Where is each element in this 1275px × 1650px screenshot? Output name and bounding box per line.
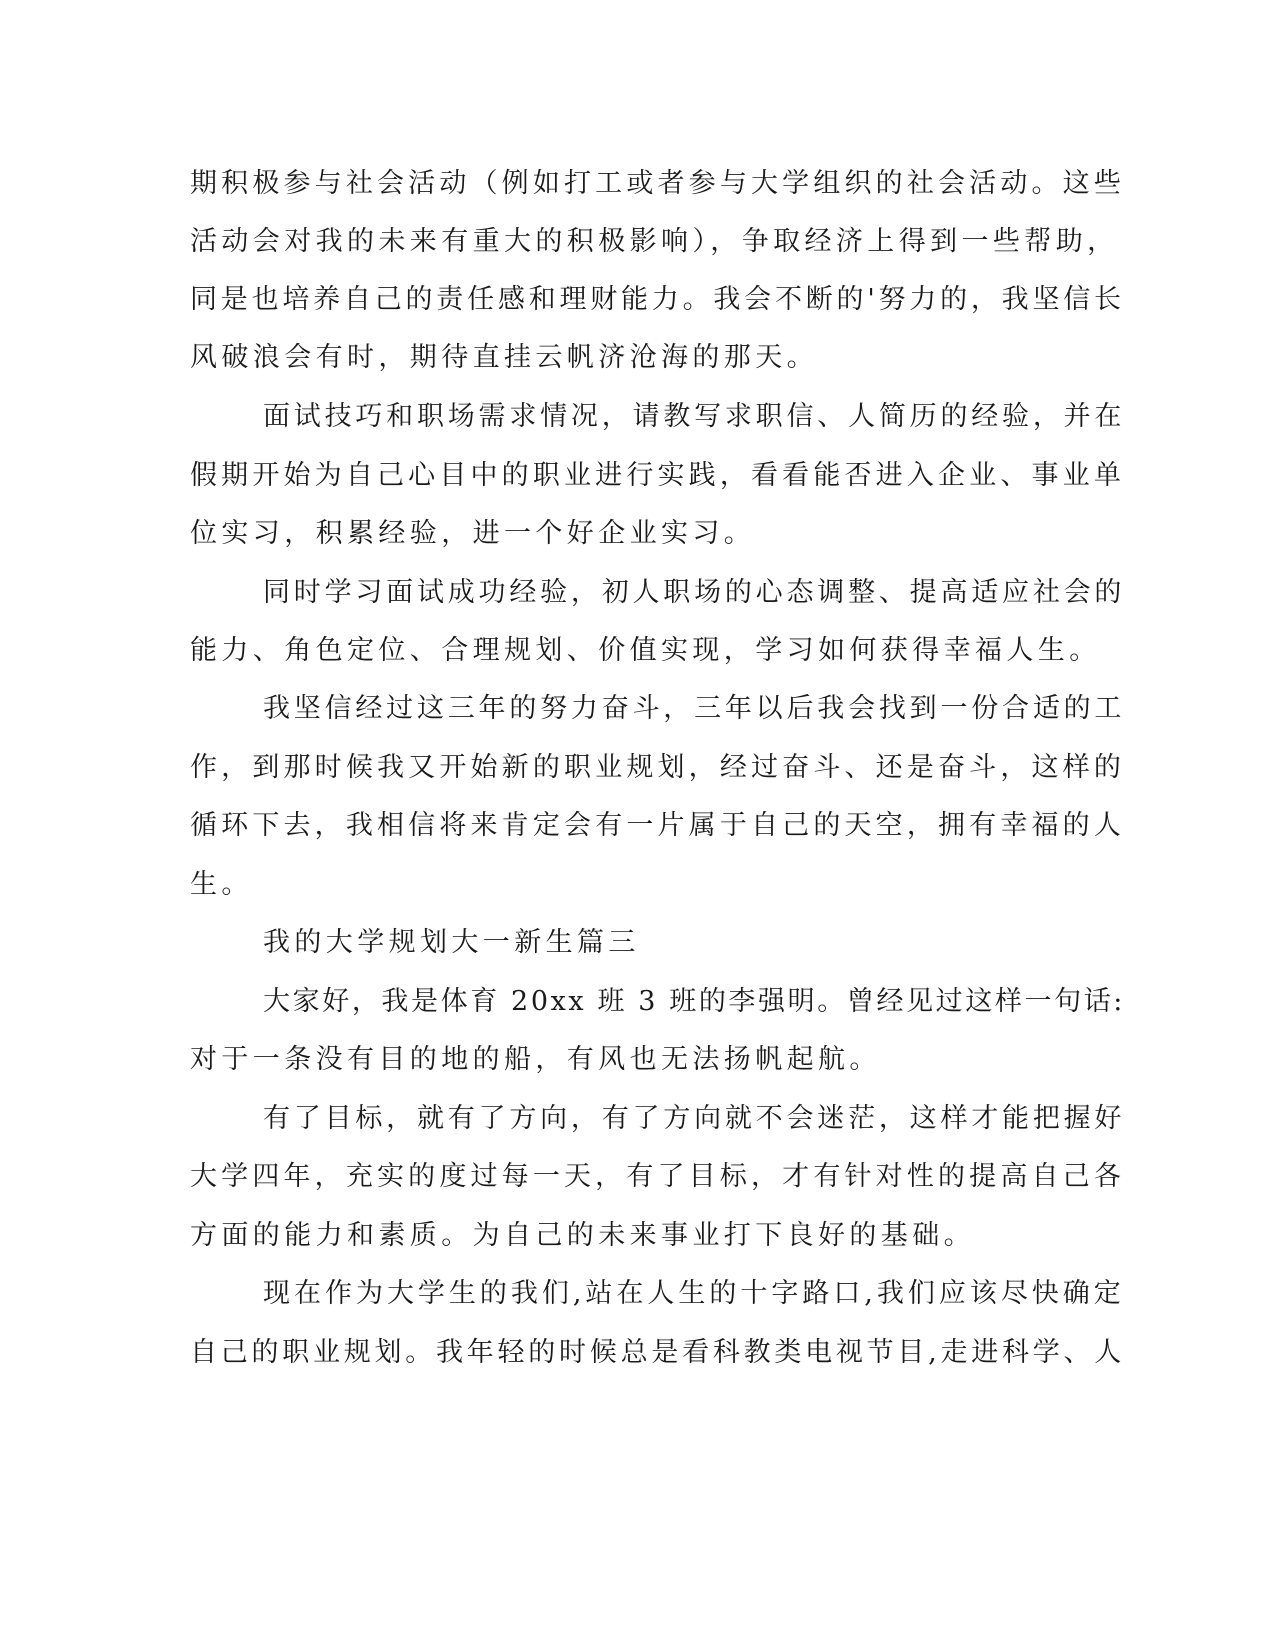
paragraph-line: 面试技巧和职场需求情况，请教写求职信、人简历的经验，并在 <box>263 401 1126 432</box>
paragraph-line: 大学四年，充实的度过每一天，有了目标，才有针对性的提高自己各 <box>190 1161 1125 1192</box>
paragraph-line: 对于一条没有目的地的船，有风也无法扬帆起航。 <box>190 1044 881 1075</box>
paragraph-line: 循环下去，我相信将来肯定会有一片属于自己的天空，拥有幸福的人 <box>190 810 1125 841</box>
paragraph-line: 生。 <box>190 869 253 900</box>
paragraph-line: 风破浪会有时，期待直挂云帆济沧海的那天。 <box>190 342 818 373</box>
paragraph-line: 同时学习面试成功经验，初人职场的心态调整、提高适应社会的 <box>263 577 1126 608</box>
paragraph-line: 能力、角色定位、合理规划、价值实现，学习如何获得幸福人生。 <box>190 635 1101 666</box>
paragraph-line: 自己的职业规划。我年轻的时候总是看科教类电视节目,走进科学、人 <box>190 1337 1125 1368</box>
paragraph-line: 方面的能力和素质。为自己的未来事业打下良好的基础。 <box>190 1220 975 1251</box>
paragraph-line: 位实习，积累经验，进一个好企业实习。 <box>190 518 756 549</box>
paragraph-line: 作，到那时候我又开始新的职业规划，经过奋斗、还是奋斗，这样的 <box>190 752 1125 783</box>
paragraph-line: 假期开始为自己心目中的职业进行实践，看看能否进入企业、事业单 <box>190 460 1125 491</box>
paragraph-line: 活动会对我的未来有重大的积极影响），争取经济上得到一些帮助， <box>190 226 1119 257</box>
paragraph-line: 现在作为大学生的我们,站在人生的十字路口,我们应该尽快确定 <box>263 1278 1125 1309</box>
paragraph-line: 期积极参与社会活动（例如打工或者参与大学组织的社会活动。这些 <box>190 168 1125 199</box>
section-heading: 我的大学规划大一新生篇三 <box>263 927 640 958</box>
paragraph-line: 有了目标，就有了方向，有了方向就不会迷茫，这样才能把握好 <box>263 1103 1126 1134</box>
paragraph-line: 同是也培养自己的责任感和理财能力。我会不断的'努力的，我坚信长 <box>190 284 1125 315</box>
paragraph-line: 大家好，我是体育 20xx 班 3 班的李强明。曾经见过这样一句话: <box>263 986 1126 1017</box>
paragraph-line: 我坚信经过这三年的努力奋斗，三年以后我会找到一份合适的工 <box>263 693 1126 724</box>
